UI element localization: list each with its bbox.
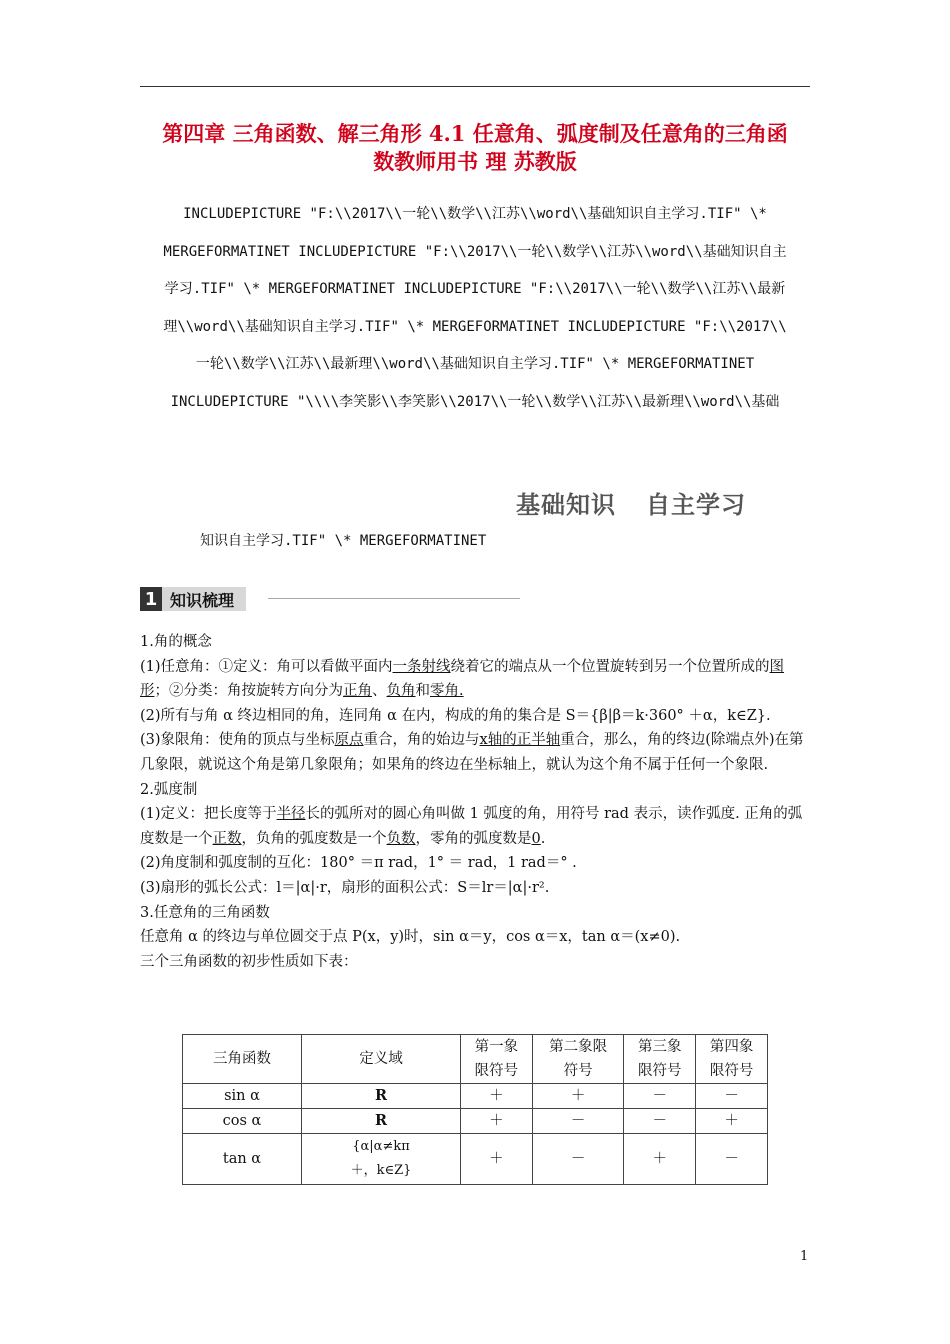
table-cell: －	[532, 1109, 624, 1134]
title-line-1: 第四章 三角函数、解三角形 4.1 任意角、弧度制及任意角的三角函	[162, 121, 788, 146]
table-header-cell: 第一象 限符号	[461, 1035, 533, 1084]
field-code-line: 学习.TIF" \* MERGEFORMATINET INCLUDEPICTURE "F:\\2017\\一轮\\数学\\江苏\\最新	[164, 281, 786, 297]
table-cell: －	[696, 1134, 768, 1185]
table-cell: －	[624, 1109, 696, 1134]
table-cell: {α|α≠kπ ＋，k∈Z}	[302, 1134, 461, 1185]
content-body	[140, 630, 812, 974]
heading-3: 3.任意角的三角函数	[140, 904, 270, 921]
section-heading	[140, 587, 246, 611]
table-cell: ＋	[461, 1134, 533, 1185]
banner-left: 基础知识	[516, 491, 616, 519]
field-code-block	[140, 196, 810, 421]
page-number: 1	[800, 1249, 809, 1264]
table-cell: －	[532, 1134, 624, 1185]
table-cell: －	[624, 1084, 696, 1109]
table-row	[183, 1084, 768, 1109]
section-number: 1	[140, 587, 162, 611]
table-row	[183, 1109, 768, 1134]
section-banner	[516, 485, 746, 520]
field-code-line: INCLUDEPICTURE "\\\\李笑影\\李笑影\\2017\\一轮\\数学\\江苏\\最新理\\word\\基础	[170, 393, 780, 410]
table-cell: ＋	[461, 1109, 533, 1134]
table-header-cell: 三角函数	[183, 1035, 302, 1084]
table-cell: tan α	[183, 1134, 302, 1185]
table-cell: ＋	[696, 1109, 768, 1134]
title-line-2: 数教师用书 理 苏教版	[373, 149, 577, 174]
paragraph-4: (1)定义：把长度等于半径长的弧所对的圆心角叫做 1 弧度的角，用符号 rad 表示，读作弧度. 正角的弧度数是一个正数，负角的弧度数是一个负数，零角的弧度数是0.	[140, 806, 803, 847]
table-cell: cos α	[183, 1109, 302, 1134]
field-code-line: MERGEFORMATINET INCLUDEPICTURE "F:\\2017\\一轮\\数学\\江苏\\word\\基础知识自主	[163, 243, 787, 260]
document-title	[140, 120, 810, 176]
table-header-cell: 第四象 限符号	[696, 1035, 768, 1084]
field-code-line: 理\\word\\基础知识自主学习.TIF" \* MERGEFORMATINET INCLUDEPICTURE "F:\\2017\\	[163, 318, 787, 335]
paragraph-3: (3)象限角：使角的顶点与坐标原点重合，角的始边与x轴的正半轴重合，那么，角的终边(除端点外)在第几象限，就说这个角是第几象限角；如果角的终边在坐标轴上，就认为这个角不属于任何一个象限.	[140, 732, 804, 773]
table-header-cell: 第三象 限符号	[624, 1035, 696, 1084]
banner-right: 自主学习	[646, 491, 746, 519]
top-rule	[140, 86, 810, 87]
table-cell: ＋	[532, 1084, 624, 1109]
heading-1: 1.角的概念	[140, 634, 212, 650]
paragraph-1: (1)任意角：①定义：角可以看做平面内一条射线绕着它的端点从一个位置旋转到另一个位置所成的图形；②分类：角按旋转方向分为正角、负角和零角.	[140, 658, 785, 700]
table-cell: ＋	[624, 1134, 696, 1185]
paragraph-5: (2)角度制和弧度制的互化：180° ＝π rad，1° ＝ rad，1 rad＝° .	[140, 855, 577, 872]
trig-properties-table	[182, 1034, 768, 1185]
paragraph-8: 三个三角函数的初步性质如下表：	[140, 953, 358, 970]
section-label: 知识梳理	[162, 587, 246, 611]
table-row	[183, 1134, 768, 1185]
table-header-row	[183, 1035, 768, 1084]
table-cell: －	[696, 1084, 768, 1109]
table-header-cell: 定义域	[302, 1035, 461, 1084]
field-code-tail: 知识自主学习.TIF" \* MERGEFORMATINET	[200, 533, 487, 549]
table-cell: R	[302, 1109, 461, 1134]
paragraph-2: (2)所有与角 α 终边相同的角，连同角 α 在内，构成的角的集合是 S＝{β|β＝k·360° ＋α，k∈Z}.	[140, 707, 771, 724]
section-rule	[268, 598, 520, 599]
field-code-line: INCLUDEPICTURE "F:\\2017\\一轮\\数学\\江苏\\word\\基础知识自主学习.TIF" \*	[183, 206, 767, 222]
paragraph-7: 任意角 α 的终边与单位圆交于点 P(x，y)时，sin α＝y，cos α＝x，tan α＝(x≠0).	[140, 929, 681, 946]
table-cell: ＋	[461, 1084, 533, 1109]
field-code-line: 一轮\\数学\\江苏\\最新理\\word\\基础知识自主学习.TIF" \* MERGEFORMATINET	[195, 356, 755, 372]
table-cell: sin α	[183, 1084, 302, 1109]
table-header-cell: 第二象限 符号	[532, 1035, 624, 1084]
table-cell: R	[302, 1084, 461, 1109]
paragraph-6: (3)扇形的弧长公式：l＝|α|·r，扇形的面积公式：S＝lr＝|α|·r².	[140, 879, 550, 896]
heading-2: 2.弧度制	[140, 781, 198, 798]
